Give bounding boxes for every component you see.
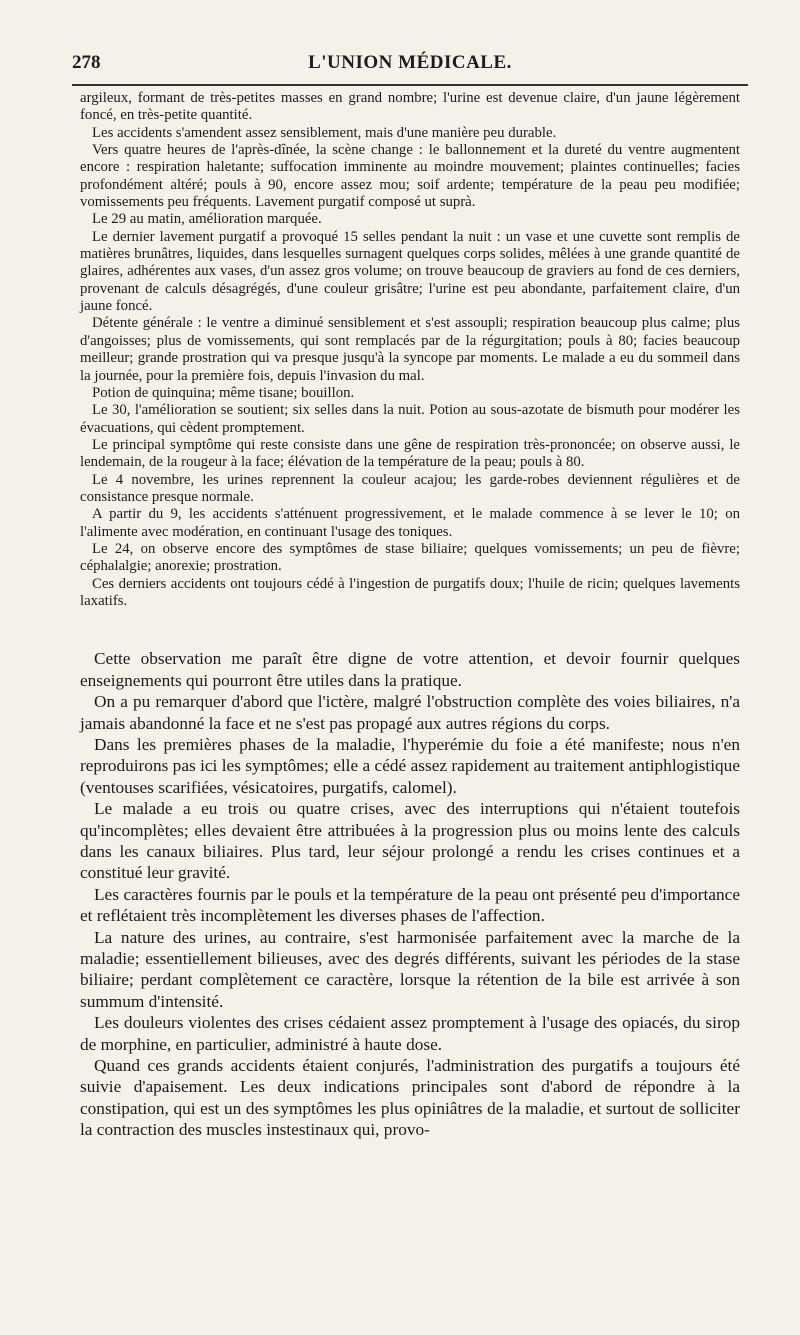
commentary-paragraph: Dans les premières phases de la maladie, l'hyperémie du foie a été manifeste; nous n'en reproduirons pas ici les symptômes; elle a cédé assez rapidement au traitement antiphlogistique (ventouses scarifiées, vésicatoires, purgatifs, calomel). <box>80 734 740 797</box>
case-paragraph: Le principal symptôme qui reste consiste dans une gêne de respiration très-prononcée; on observe aussi, le lendemain, de la rougeur à la face; élévation de la température de la peau; pouls à 80. <box>80 436 740 471</box>
case-paragraph: argileux, formant de très-petites masses en grand nombre; l'urine est devenue claire, d'un jaune légèrement foncé, en très-petite quantité. <box>80 90 740 124</box>
page-content <box>80 90 740 1141</box>
case-paragraph: Détente générale : le ventre a diminué sensiblement et s'est assoupli; respiration beaucoup plus calme; plus d'angoisses; plus de vomissements, qui sont remplacés par de la régurgitation; pouls à 80; facies beaucoup meilleur; grande prostration qui va presque jusqu'à la syncope par moments. Le malade a eu du sommeil dans la journée, pour la première fois, depuis l'invasion du mal. <box>80 315 740 384</box>
header-rule <box>72 84 748 86</box>
commentary-paragraph: Les caractères fournis par le pouls et la température de la peau ont présenté peu d'importance et reflétaient très incomplètement les diverses phases de l'affection. <box>80 884 740 926</box>
commentary-paragraph: Le malade a eu trois ou quatre crises, avec des interruptions qui n'étaient toutefois qu'incomplètes; elles devaient être attribuées à la progression plus ou moins lente des calculs dans les canaux biliaires. Plus tard, leur séjour prolongé a rendu les crises continues et a constitué leur gravité. <box>80 799 740 883</box>
commentary <box>80 648 740 1140</box>
case-paragraph: Le 30, l'amélioration se soutient; six selles dans la nuit. Potion au sous-azotate de bismuth pour modérer les évacuations, qui cèdent promptement. <box>80 402 740 436</box>
page-header <box>72 48 748 78</box>
commentary-paragraph: Quand ces grands accidents étaient conjurés, l'administration des purgatifs a toujours été suivie d'apaisement. Les deux indications principales sont d'abord de répondre à la constipation, qui est un des symptômes les plus opiniâtres de la maladie, et surtout de solliciter la contraction des muscles instestinaux qui, provo- <box>80 1056 740 1140</box>
case-paragraph: Ces derniers accidents ont toujours cédé à l'ingestion de purgatifs doux; l'huile de ricin; quelques lavements laxatifs. <box>80 575 740 609</box>
commentary-paragraph: Cette observation me paraît être digne de votre attention, et devoir fournir quelques enseignements qui pourront être utiles dans la pratique. <box>80 649 740 690</box>
case-paragraph: Potion de quinquina; même tisane; bouillon. <box>92 384 355 401</box>
commentary-paragraph: On a pu remarquer d'abord que l'ictère, malgré l'obstruction complète des voies biliaires, n'a jamais abandonné la face et ne s'est pas propagé aux autres régions du corps. <box>80 692 740 733</box>
case-paragraph: Le 29 au matin, amélioration marquée. <box>92 211 322 228</box>
case-paragraph: Le dernier lavement purgatif a provoqué 15 selles pendant la nuit : un vase et une cuvette sont remplis de matières brunâtres, liquides, dans lesquelles surnagent quelques corps solides, mêlées à une grande quantité de glaires, adhérentes aux vases, d'un assez gros volume; on trouve beaucoup de graviers au fond de ces derniers, provenant de calculs désagrégés, d'une couleur grisâtre; l'urine est peu abondante, parfaitement claire, d'un jaune foncé. <box>80 228 740 315</box>
case-paragraph: Vers quatre heures de l'après-dînée, la scène change : le ballonnement et la dureté du ventre augmentent encore : respiration haletante; suffocation imminente au moindre mouvement; plaintes continuelles; facies profondément altéré; pouls à 90, encore assez mou; soif ardente; température de la peau peu modifiée; vomissements peu fréquents. Lavement purgatif composé ut suprà. <box>80 142 740 211</box>
case-paragraph: A partir du 9, les accidents s'atténuent progressivement, et le malade commence à se lever le 10; on l'alimente avec modération, en continuant l'usage des toniques. <box>80 506 740 540</box>
case-notes <box>80 90 740 610</box>
commentary-paragraph: La nature des urines, au contraire, s'est harmonisée parfaitement avec la marche de la maladie; essentiellement bilieuses, avec des degrés différents, suivant les périodes de la stase biliaire; perdant complètement ce caractère, lorsque la rétention de la bile est arrivée à son summum d'intensité. <box>80 927 740 1011</box>
case-paragraph: Les accidents s'amendent assez sensiblement, mais d'une manière peu durable. <box>92 124 557 141</box>
commentary-paragraph: Les douleurs violentes des crises cédaient assez promptement à l'usage des opiacés, du sirop de morphine, en particulier, administré à haute dose. <box>80 1013 740 1054</box>
case-paragraph: Le 24, on observe encore des symptômes de stase biliaire; quelques vomissements; un peu de fièvre; céphalalgie; anorexie; prostration. <box>80 540 740 575</box>
case-paragraph: Le 4 novembre, les urines reprennent la couleur acajou; les garde-robes deviennent régulières et de consistance presque normale. <box>80 471 740 505</box>
page-number: 278 <box>72 52 101 73</box>
running-title: L'UNION MÉDICALE. <box>308 52 512 73</box>
